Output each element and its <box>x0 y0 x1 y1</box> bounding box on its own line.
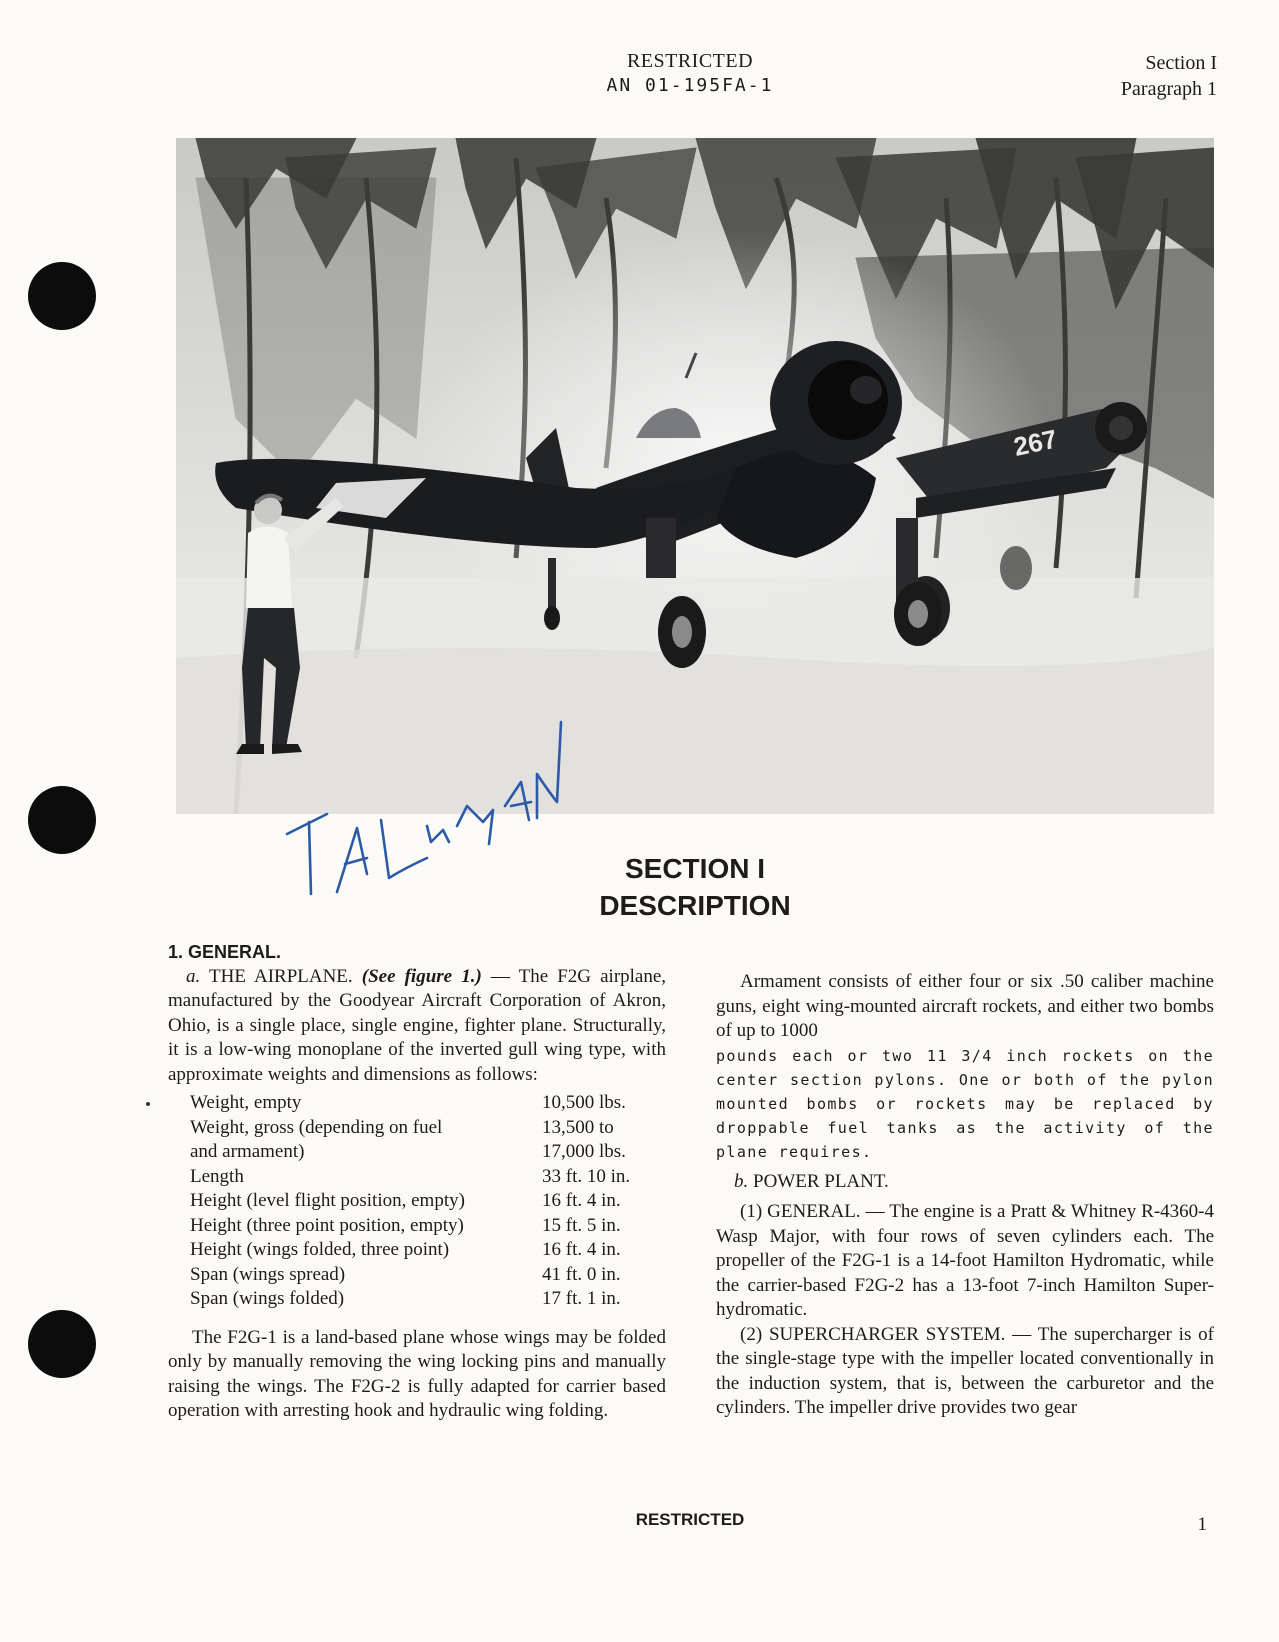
header-center <box>590 50 790 96</box>
binder-hole-middle <box>28 786 96 854</box>
para-b-label: b. <box>734 1170 749 1192</box>
spec-row: Span (wings spread) 41 ft. 0 in. <box>190 1263 621 1285</box>
figure-reference: (See figure 1.) <box>361 965 482 987</box>
spec-row: Weight, gross (depending on fuel 13,500 to <box>190 1116 614 1138</box>
paragraph-supercharger <box>716 1323 1214 1421</box>
header-section: Section I <box>1145 52 1217 74</box>
sub1-text: — The engine is a Pratt & Whitney R-4360-4 Wasp Major, with four rows of seven cylinders each. The propeller of the F2G-1 is a 14-foot Hamilton Hydromatic, while the carrier-based F2G-2 has a 13-foot 7-inch Hamilton Super-hydromatic. <box>716 1201 1215 1320</box>
spec-row: and armament) 17,000 lbs. <box>190 1141 626 1162</box>
section-name: DESCRIPTION <box>599 890 791 921</box>
right-column <box>716 970 1214 1421</box>
aircraft-photo <box>176 138 1214 814</box>
header-document-number: AN 01-195FA-1 <box>606 75 774 96</box>
spec-row: Weight, empty 10,500 lbs. <box>190 1092 626 1113</box>
spec-row: Height (three point position, empty) 15 ft. 5 in. <box>190 1214 621 1236</box>
sub1-label: (1) GENERAL. <box>740 1201 861 1222</box>
paragraph-engine-general <box>716 1200 1214 1323</box>
spec-row: Span (wings folded) 17 ft. 1 in. <box>190 1288 621 1309</box>
heading-general: 1. GENERAL. <box>168 942 282 962</box>
paragraph-power-plant <box>716 1170 1214 1195</box>
paragraph-armament: Armament consists of either four or six .50 caliber machine guns, eight wing-mounted aircraft rockets, and either two bombs of up to 1000 <box>716 971 1214 1041</box>
spec-row: Height (wings folded, three point) 16 ft. 4 in. <box>190 1239 621 1260</box>
binder-hole-bottom <box>28 1310 96 1378</box>
para-b-title: POWER PLANT. <box>753 1170 889 1192</box>
para-a-title: THE AIRPLANE. <box>209 965 353 987</box>
binder-hole-top <box>28 262 96 330</box>
spec-row: Height (level flight position, empty) 16 ft. 4 in. <box>190 1190 621 1211</box>
para-a-label: a. <box>186 965 201 987</box>
stray-mark <box>146 1102 150 1106</box>
sub2-label: (2) SUPERCHARGER SYSTEM. <box>740 1323 1006 1345</box>
para-a-text: — The F2G airplane, manufactured by the Goodyear Aircraft Corporation of Akron, Ohio, is a single place, single engine, fighter plane. Structurally, it is a low-wing monoplane of the inverted gull wing type, with approximate weights and dimensions as follows: <box>168 965 667 1085</box>
paragraph-land-based: The F2G-1 is a land-based plane whose wings may be folded only by manually removing the wing locking pins and manually raising the wings. The F2G-2 is fully adapted for carrier based operation with arresting hook and hydraulic wing folding. <box>168 1326 666 1421</box>
paragraph-airplane <box>168 965 666 1088</box>
header-restricted: RESTRICTED <box>626 50 754 72</box>
sub2-text: — The supercharger is of the single-stage type with the impeller located conventionally in the induction system, that is, between the carburetor and the cylinders. The impeller drive provides two gear <box>716 1323 1215 1418</box>
header-paragraph: Paragraph 1 <box>1120 78 1217 100</box>
left-column <box>168 940 666 1424</box>
header-right <box>1121 50 1217 102</box>
section-title <box>480 850 910 924</box>
paragraph-armament-typed: pounds each or two 11 3/4 inch rockets on the center section pylons. One or both of the pylon mounted bombs or rockets may be replaced by droppable fuel tanks as the activity of the plane requires. <box>716 1046 1214 1161</box>
footer-restricted: RESTRICTED <box>635 1510 745 1529</box>
section-number: SECTION I <box>624 853 765 884</box>
aircraft-number: 267 <box>1011 423 1060 462</box>
page-number: 1 <box>1197 1514 1207 1535</box>
specifications-table <box>190 1091 644 1312</box>
spec-row: Length 33 ft. 10 in. <box>190 1165 631 1187</box>
